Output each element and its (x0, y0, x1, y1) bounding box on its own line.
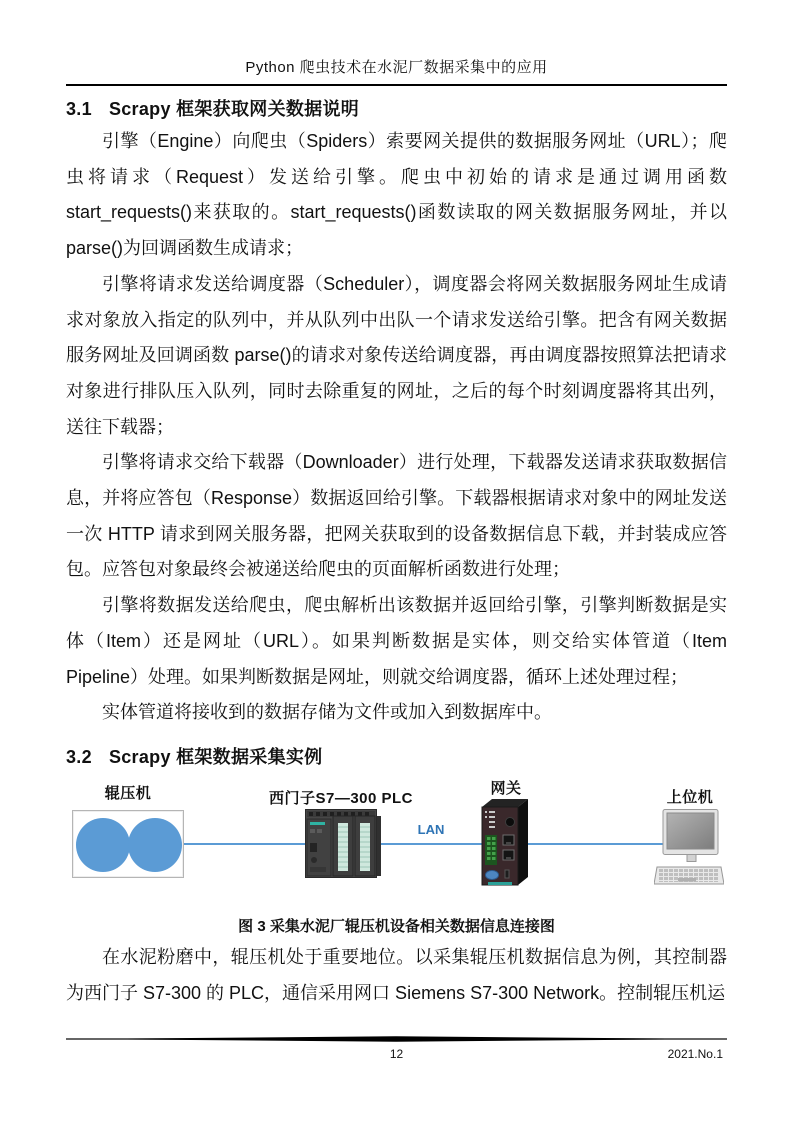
section-3-2-body (66, 940, 727, 1011)
lan-label: LAN (417, 821, 445, 837)
roller-circle (76, 818, 130, 872)
host-computer-graphic (654, 809, 724, 889)
plc-label: 西门子S7—300 PLC (268, 789, 414, 807)
lan-link-line (184, 843, 666, 845)
section-title: Scrapy 框架获取网关数据说明 (108, 99, 360, 119)
plc-device-graphic (305, 805, 383, 879)
figure-caption: 图 3 采集水泥厂辊压机设备相关数据信息连接图 (238, 917, 555, 935)
body-paragraph-2: 引擎将请求发送给调度器（Scheduler），调度器会将网关数据服务网址生成请求对象放入指定的队列中，并从队列中出队一个请求发送给引擎。把含有网关数据服务网址及回调函数 parse()的请求对象传送给调度器，再由调度器按照算法把请求对象进行排队压入队列，同时去除重复的网址，之后的每个时刻调度器将其出列，送往下载器； (66, 273, 727, 437)
page-footer (66, 1031, 727, 1065)
roller-press-graphic (72, 810, 184, 878)
section-number: 3.1 (66, 99, 92, 119)
section-title: Scrapy 框架数据采集实例 (108, 746, 323, 767)
running-header (66, 56, 727, 86)
gateway-device-graphic (478, 799, 534, 893)
section-heading-3-2 (66, 743, 727, 769)
body-paragraph-4: 引擎将数据发送给爬虫，爬虫解析出该数据并返回给引擎，引擎判断数据是实体（Item）还是网址（URL）。如果判断数据是实体，则交给实体管道（Item Pipeline）处理。如果判断数据是网址，则就交给调度器，循环上述处理过程； (66, 595, 727, 687)
after-figure-paragraph: 在水泥粉磨中，辊压机处于重要地位。以采集辊压机数据信息为例，其控制器为西门子 S7-300 的 PLC，通信采用网口 Siemens S7-300 Network。控制辊压机运 (66, 946, 727, 1003)
footer-page-number: 12 (389, 1047, 404, 1061)
roller-press-label: 辊压机 (104, 784, 152, 802)
running-header-title: Python 爬虫技术在水泥厂数据采集中的应用 (245, 59, 548, 76)
host-label: 上位机 (666, 788, 714, 806)
body-paragraph-3: 引擎将请求交给下载器（Downloader）进行处理，下载器发送请求获取数据信息，并将应答包（Response）数据返回给引擎。下载器根据请求对象中的网址发送一次 HTTP 请求到网关服务器，把网关获取到的设备数据信息下载，并封装成应答包。应答包对象最终会被递送给爬虫的页面解析函数进行处理； (66, 452, 727, 580)
section-number: 3.2 (66, 746, 92, 767)
body-paragraph-5: 实体管道将接收到的数据存储为文件或加入到数据库中。 (102, 702, 552, 723)
figure-diagram (66, 774, 727, 907)
roller-circle (128, 818, 182, 872)
body-paragraph-1: 引擎（Engine）向爬虫（Spiders）索要网关提供的数据服务网址（URL）；爬虫将请求（Request）发送给引擎。爬虫中初始的请求是通过调用函数start_requests()来获取的。start_requests()函数读取的网关数据服务网址，并以parse()为回调函数生成请求； (66, 131, 727, 259)
section-heading-3-1 (66, 95, 727, 121)
section-3-1-body (66, 124, 727, 731)
footer-divider (66, 1036, 727, 1042)
footer-issue: 2021.No.1 (667, 1047, 723, 1061)
gateway-label: 网关 (490, 779, 522, 797)
